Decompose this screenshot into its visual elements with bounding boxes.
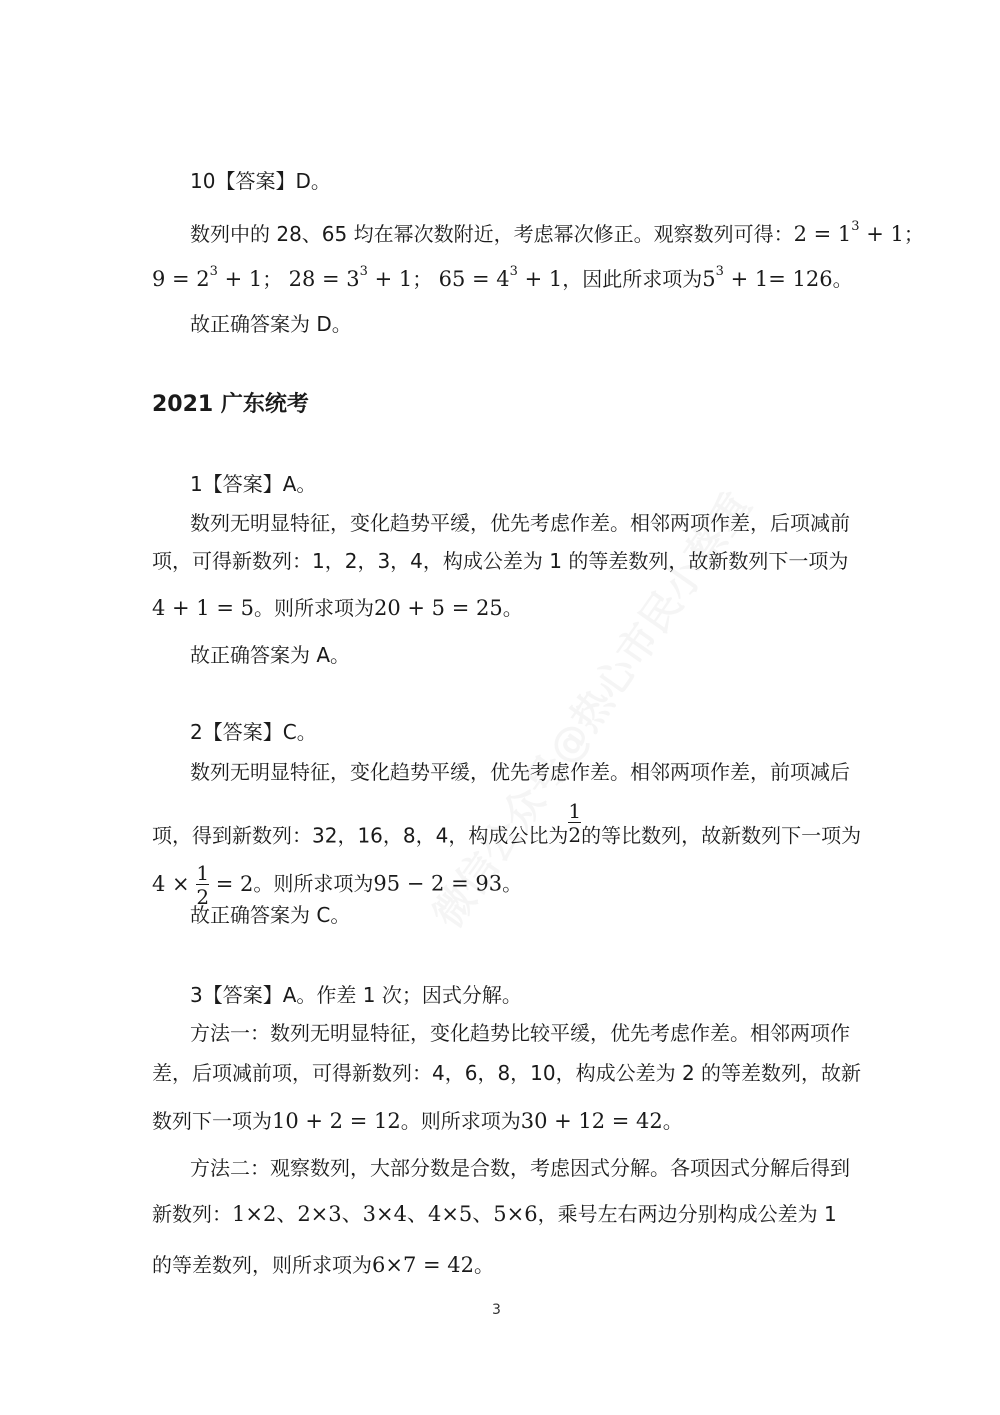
a3-answer: 3【答案】A。作差 1 次；因式分解。 xyxy=(190,983,522,1007)
a3-math2: 30 + 12 = 42 xyxy=(520,1109,663,1133)
a3-method2-line3: 的等差数列，则所求项为6×7 = 42。 xyxy=(152,1253,494,1277)
a1-line1: 数列无明显特征，变化趋势平缓，优先考虑作差。相邻两项作差，后项减前 xyxy=(190,511,850,535)
q10-math4: $65 = 4^3 + 1$ xyxy=(438,264,563,291)
q10-line1: 数列中的 28、65 均在幂次数附近，考虑幂次修正。观察数列可得：$2 = 1^3 + 1$； xyxy=(190,219,924,246)
q10-math3: $28 = 3^3 + 1$ xyxy=(288,264,413,291)
a2-math1: 4 × $\frac{1}{2}$ = 2 xyxy=(152,861,254,909)
a2-line2: 项，得到新数列：32，16，8，4，构成公比为 $\frac{1}{2}$ 的等比数列，故新数列下一项为 xyxy=(152,799,862,848)
a2-conclusion: 故正确答案为 C。 xyxy=(190,903,351,927)
a1-math2: 20 + 5 = 25 xyxy=(373,596,503,620)
a3-math1: 10 + 2 = 12 xyxy=(272,1109,401,1133)
a3-method2-line1: 方法二：观察数列，大部分数是合数，考虑因式分解。各项因式分解后得到 xyxy=(190,1156,850,1180)
a3-method1-line2: 差，后项减前项，可得新数列：4，6，8，10，构成公差为 2 的等差数列，故新 xyxy=(152,1061,862,1085)
q10-math2: $9 = 2^3 + 1$ xyxy=(152,264,263,291)
a2-math2: 95 − 2 = 93 xyxy=(373,871,503,896)
a3-math4: 6×7 = 42 xyxy=(372,1253,474,1277)
q10-math1: $2 = 1^3 + 1$ xyxy=(793,219,904,246)
q10-text1: 数列中的 28、65 均在幂次数附近，考虑幂次修正。观察数列可得： xyxy=(190,222,794,246)
q10-conclusion: 故正确答案为 D。 xyxy=(190,312,352,336)
a3-method2-line2: 新数列：1×2、2×3、3×4、4×5、5×6，乘号左右两边分别构成公差为 1 xyxy=(152,1202,837,1226)
a1-answer: 1【答案】A。 xyxy=(190,472,317,496)
a1-line3: 4 + 1 = 5。则所求项为20 + 5 = 25。 xyxy=(152,596,523,620)
a3-method1-line3: 数列下一项为10 + 2 = 12。则所求项为30 + 12 = 42。 xyxy=(152,1109,683,1133)
section-title: 2021 广东统考 xyxy=(152,392,309,417)
a1-line2: 项，可得新数列：1，2，3，4，构成公差为 1 的等差数列，故新数列下一项为 xyxy=(152,549,849,573)
a2-fraction: $\frac{1}{2}$ xyxy=(568,799,582,847)
a3-method1-line1: 方法一：数列无明显特征，变化趋势比较平缓，优先考虑作差。相邻两项作 xyxy=(190,1021,850,1045)
a2-line1: 数列无明显特征，变化趋势平缓，优先考虑作差。相邻两项作差，前项减后 xyxy=(190,760,850,784)
a1-conclusion: 故正确答案为 A。 xyxy=(190,643,351,667)
a1-math1: 4 + 1 = 5 xyxy=(152,596,254,620)
q10-answer: 10【答案】D。 xyxy=(190,169,331,193)
q10-math5: $5^3 + 1= 126$ xyxy=(702,264,833,291)
a2-line3: 4 × $\frac{1}{2}$ = 2。则所求项为95 − 2 = 93。 xyxy=(152,861,523,909)
a2-answer: 2【答案】C。 xyxy=(190,720,317,744)
q10-line2: $9 = 2^3 + 1$； $28 = 3^3 + 1$； $65 = 4^3 + 1$，因此所求项为$5^3 + 1= 126$。 xyxy=(152,264,853,291)
a3-math3: 1×2、2×3、3×4、4×5、5×6 xyxy=(232,1202,538,1226)
page-number: 3 xyxy=(492,1302,501,1318)
